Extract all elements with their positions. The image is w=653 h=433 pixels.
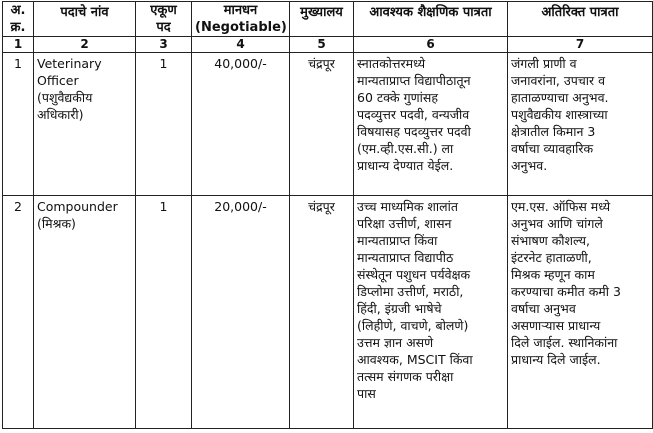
column-number-row bbox=[3, 37, 653, 53]
salary-cell: 20,000/- bbox=[192, 196, 290, 429]
column-number: 4 bbox=[192, 37, 290, 53]
header-headquarters: मुख्यालय bbox=[290, 2, 354, 37]
column-number: 7 bbox=[508, 37, 653, 53]
post-name-cell: Compounder (मिश्रक) bbox=[34, 196, 136, 429]
post-count-cell: 1 bbox=[136, 196, 192, 429]
column-number: 2 bbox=[34, 37, 136, 53]
serial-cell: 2 bbox=[3, 196, 34, 429]
post-count-cell: 1 bbox=[136, 53, 192, 196]
additional-qualification-cell: एम.एस. ऑफिस मध्ये अनुभव आणि चांगले संभाषण कौशल्य, इंटरनेट हाताळणी, मिश्रक म्हणून काम करण्याचा कमीत कमी 3 वर्षाचा अनुभव असणाऱ्यास प्राधान्य दिले जाईल. स्थानिकांना प्राधान्य दिले जाईल. bbox=[508, 196, 653, 429]
header-post-name: पदाचे नांव bbox=[34, 2, 136, 37]
post-name-cell: Veterinary Officer (पशुवैद्यकीय अधिकारी) bbox=[34, 53, 136, 196]
header-row bbox=[3, 2, 653, 37]
header-honorarium: मानधन (Negotiable) bbox=[192, 2, 290, 37]
header-serial: अ. क्र. bbox=[3, 2, 34, 37]
column-number: 6 bbox=[354, 37, 508, 53]
qualification-cell: स्नातकोत्तरमध्ये मान्यताप्राप्त विद्यापीठातून 60 टक्के गुणांसह पदव्युत्तर पदवी, वन्यजीव विषयासह पदव्युत्तर पदवी (एम.व्ही.एस.सी.) ला प्राधान्य देण्यात येईल. bbox=[354, 53, 508, 196]
column-number: 5 bbox=[290, 37, 354, 53]
additional-qualification-cell: जंगली प्राणी व जनावरांना, उपचार व हाताळण्याचा अनुभव. पशुवैद्यकीय शास्त्राच्या क्षेत्रातील किमान 3 वर्षाचा व्यावहारिक अनुभव. bbox=[508, 53, 653, 196]
recruitment-table bbox=[2, 1, 653, 429]
headquarters-cell: चंद्रपूर bbox=[290, 196, 354, 429]
header-total-posts: एकूण पद bbox=[136, 2, 192, 37]
serial-cell: 1 bbox=[3, 53, 34, 196]
header-additional-qualification: अतिरिक्त पात्रता bbox=[508, 2, 653, 37]
qualification-cell: उच्च माध्यमिक शालांत परिक्षा उत्तीर्ण, शासन मान्यताप्राप्त किंवा मान्यताप्राप्त विद्यापीठ संस्थेतून पशुधन पर्यवेक्षक डिप्लोमा उत्तीर्ण, मराठी, हिंदी, इंग्रजी भाषेचे (लिहीणे, वाचणे, बोलणे) उत्तम ज्ञान असणे आवश्यक, MSCIT किंवा तत्सम संगणक परीक्षा पास bbox=[354, 196, 508, 429]
salary-cell: 40,000/- bbox=[192, 53, 290, 196]
header-required-qualification: आवश्यक शैक्षणिक पात्रता bbox=[354, 2, 508, 37]
table-row bbox=[3, 53, 653, 196]
column-number: 1 bbox=[3, 37, 34, 53]
headquarters-cell: चंद्रपूर bbox=[290, 53, 354, 196]
column-number: 3 bbox=[136, 37, 192, 53]
table-row bbox=[3, 196, 653, 429]
